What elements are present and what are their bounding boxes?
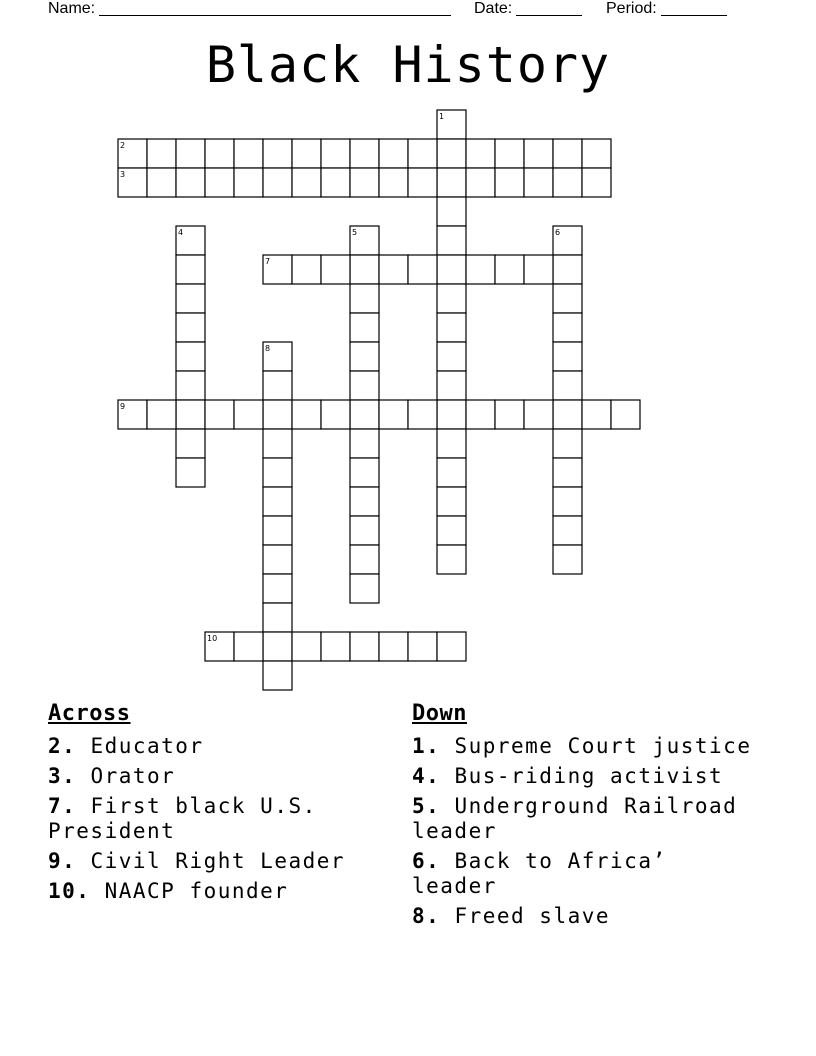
grid-cell[interactable] xyxy=(321,400,350,429)
grid-cell[interactable] xyxy=(205,139,234,168)
grid-cell[interactable] xyxy=(176,284,205,313)
grid-cell[interactable] xyxy=(437,284,466,313)
clue-text: Educator xyxy=(90,734,204,758)
cell-number: 6 xyxy=(555,228,561,237)
grid-cell[interactable] xyxy=(176,342,205,371)
grid-cell[interactable] xyxy=(437,168,466,197)
grid-cell[interactable] xyxy=(176,168,205,197)
grid-cell[interactable] xyxy=(263,661,292,690)
grid-cell[interactable] xyxy=(263,400,292,429)
grid-cell[interactable] xyxy=(495,168,524,197)
date-label: Date: xyxy=(474,0,513,17)
clue-down-item xyxy=(412,794,762,844)
grid-cell[interactable] xyxy=(582,400,611,429)
clue-text: Underground Railroad leader xyxy=(412,794,738,843)
grid-cell[interactable] xyxy=(437,342,466,371)
clue-text: Supreme Court justice xyxy=(454,734,752,758)
grid-cell[interactable] xyxy=(234,400,263,429)
cell-number: 7 xyxy=(265,257,271,266)
grid-cell[interactable] xyxy=(147,400,176,429)
grid-cell[interactable] xyxy=(466,139,495,168)
grid-cell[interactable] xyxy=(176,400,205,429)
grid-cell[interactable] xyxy=(350,458,379,487)
grid-cell[interactable] xyxy=(350,429,379,458)
grid-cell[interactable] xyxy=(379,168,408,197)
grid-cell[interactable] xyxy=(292,632,321,661)
cell-number: 2 xyxy=(120,141,126,150)
grid-cell[interactable] xyxy=(350,632,379,661)
grid-cell[interactable] xyxy=(437,632,466,661)
grid-cell[interactable] xyxy=(408,168,437,197)
clue-across-item xyxy=(48,794,388,844)
cell-number: 9 xyxy=(120,402,126,411)
cell-number: 1 xyxy=(439,112,445,121)
grid-cell[interactable] xyxy=(263,429,292,458)
grid-cell[interactable] xyxy=(582,168,611,197)
grid-cell[interactable] xyxy=(350,139,379,168)
grid-cell[interactable] xyxy=(553,458,582,487)
grid-cell[interactable] xyxy=(350,313,379,342)
grid-cell[interactable] xyxy=(263,574,292,603)
clue-down-item xyxy=(412,904,762,929)
grid-cell[interactable] xyxy=(524,168,553,197)
grid-cell[interactable] xyxy=(263,516,292,545)
grid-cell[interactable] xyxy=(553,371,582,400)
grid-cell[interactable] xyxy=(234,632,263,661)
grid-cell[interactable] xyxy=(263,139,292,168)
grid-cell[interactable] xyxy=(437,371,466,400)
cell-number: 10 xyxy=(207,634,218,643)
grid-cell[interactable] xyxy=(408,632,437,661)
grid-cell[interactable] xyxy=(176,429,205,458)
grid-cell[interactable] xyxy=(524,139,553,168)
grid-cell[interactable] xyxy=(437,139,466,168)
grid-cell[interactable] xyxy=(263,487,292,516)
grid-cell[interactable] xyxy=(176,139,205,168)
grid-cell[interactable] xyxy=(553,400,582,429)
cell-number: 4 xyxy=(178,228,184,237)
clue-text: NAACP founder xyxy=(104,879,289,903)
grid-cell[interactable] xyxy=(495,255,524,284)
grid-cell[interactable] xyxy=(437,487,466,516)
grid-cell[interactable] xyxy=(553,168,582,197)
grid-cell[interactable] xyxy=(582,139,611,168)
name-label: Name: xyxy=(48,0,96,17)
grid-cell[interactable] xyxy=(234,139,263,168)
clue-text: First black U.S. President xyxy=(48,794,317,843)
clue-text: Freed slave xyxy=(454,904,611,928)
down-heading: Down xyxy=(412,701,467,726)
grid-cell[interactable] xyxy=(553,255,582,284)
clue-across-item xyxy=(48,879,388,904)
across-heading: Across xyxy=(48,701,131,726)
grid-cell[interactable] xyxy=(350,342,379,371)
clue-text: Civil Right Leader xyxy=(90,849,346,873)
grid-cell[interactable] xyxy=(321,255,350,284)
clue-across-item xyxy=(48,764,388,789)
grid-cell[interactable] xyxy=(292,400,321,429)
grid-cell[interactable] xyxy=(263,603,292,632)
cell-number: 8 xyxy=(265,344,271,353)
grid-cell[interactable] xyxy=(466,168,495,197)
grid-cell[interactable] xyxy=(263,545,292,574)
clue-across-item xyxy=(48,849,388,874)
grid-cell[interactable] xyxy=(205,168,234,197)
grid-cell[interactable] xyxy=(553,545,582,574)
grid-cell[interactable] xyxy=(466,255,495,284)
grid-cell[interactable] xyxy=(437,226,466,255)
grid-cell[interactable] xyxy=(553,342,582,371)
grid-cell[interactable] xyxy=(379,255,408,284)
grid-cell[interactable] xyxy=(524,255,553,284)
grid-cell[interactable] xyxy=(292,255,321,284)
grid-cell[interactable] xyxy=(437,458,466,487)
clue-number: 5. xyxy=(412,794,441,818)
clue-text: Orator xyxy=(90,764,176,788)
grid-cell[interactable] xyxy=(408,139,437,168)
grid-cell[interactable] xyxy=(321,139,350,168)
grid-cell[interactable] xyxy=(350,255,379,284)
grid-cell[interactable] xyxy=(495,400,524,429)
grid-cell[interactable] xyxy=(437,400,466,429)
grid-cell[interactable] xyxy=(466,400,495,429)
grid-cell[interactable] xyxy=(350,487,379,516)
clue-number: 3. xyxy=(48,764,77,788)
grid-cell[interactable] xyxy=(437,516,466,545)
page-title: Black History xyxy=(205,36,611,94)
period-label: Period: xyxy=(606,0,657,17)
grid-cell[interactable] xyxy=(321,168,350,197)
clue-number: 6. xyxy=(412,849,441,873)
down-clues xyxy=(412,700,762,934)
clue-down-item xyxy=(412,764,762,789)
grid-cell[interactable] xyxy=(379,400,408,429)
grid-cell[interactable] xyxy=(263,632,292,661)
grid-cell[interactable] xyxy=(553,284,582,313)
clue-text: Bus-riding activist xyxy=(454,764,724,788)
grid-cell[interactable] xyxy=(379,632,408,661)
clue-number: 7. xyxy=(48,794,77,818)
grid-cell[interactable] xyxy=(205,400,234,429)
grid-cell[interactable] xyxy=(437,313,466,342)
grid-cell[interactable] xyxy=(524,400,553,429)
grid-cell[interactable] xyxy=(147,139,176,168)
grid-cell[interactable] xyxy=(350,400,379,429)
clue-number: 4. xyxy=(412,764,441,788)
grid-cell[interactable] xyxy=(437,429,466,458)
grid-cell[interactable] xyxy=(437,197,466,226)
grid-cell[interactable] xyxy=(234,168,263,197)
grid-cell[interactable] xyxy=(176,313,205,342)
clue-down-item xyxy=(412,734,762,759)
grid-cell[interactable] xyxy=(553,487,582,516)
clue-text: Back to Africa’ leader xyxy=(412,849,667,898)
clue-number: 10. xyxy=(48,879,91,903)
grid-cell[interactable] xyxy=(176,371,205,400)
grid-cell[interactable] xyxy=(176,255,205,284)
grid-cell[interactable] xyxy=(176,458,205,487)
grid-cell[interactable] xyxy=(350,516,379,545)
grid-cell[interactable] xyxy=(350,371,379,400)
cell-number: 3 xyxy=(120,170,126,179)
grid-cell[interactable] xyxy=(350,574,379,603)
grid-cell[interactable] xyxy=(408,255,437,284)
grid-cell[interactable] xyxy=(147,168,176,197)
grid-cell[interactable] xyxy=(611,400,640,429)
grid-cell[interactable] xyxy=(553,139,582,168)
grid-cell[interactable] xyxy=(408,400,437,429)
clue-across-item xyxy=(48,734,388,759)
clue-number: 2. xyxy=(48,734,77,758)
grid-cell[interactable] xyxy=(553,516,582,545)
grid-cell[interactable] xyxy=(437,545,466,574)
clue-number: 8. xyxy=(412,904,441,928)
grid-cell[interactable] xyxy=(263,168,292,197)
grid-cell[interactable] xyxy=(292,139,321,168)
clue-number: 1. xyxy=(412,734,441,758)
cell-number: 5 xyxy=(352,228,358,237)
clue-number: 9. xyxy=(48,849,77,873)
grid-cell[interactable] xyxy=(553,429,582,458)
grid-cell[interactable] xyxy=(321,632,350,661)
grid-cell[interactable] xyxy=(292,168,321,197)
grid-cell[interactable] xyxy=(350,168,379,197)
grid-cell[interactable] xyxy=(263,371,292,400)
grid-cell[interactable] xyxy=(350,284,379,313)
grid-cell[interactable] xyxy=(437,255,466,284)
grid-cell[interactable] xyxy=(350,545,379,574)
clue-down-item xyxy=(412,849,762,899)
grid-cell[interactable] xyxy=(553,313,582,342)
grid-cell[interactable] xyxy=(495,139,524,168)
across-clues xyxy=(48,700,388,909)
grid-cell[interactable] xyxy=(263,458,292,487)
grid-cell[interactable] xyxy=(379,139,408,168)
